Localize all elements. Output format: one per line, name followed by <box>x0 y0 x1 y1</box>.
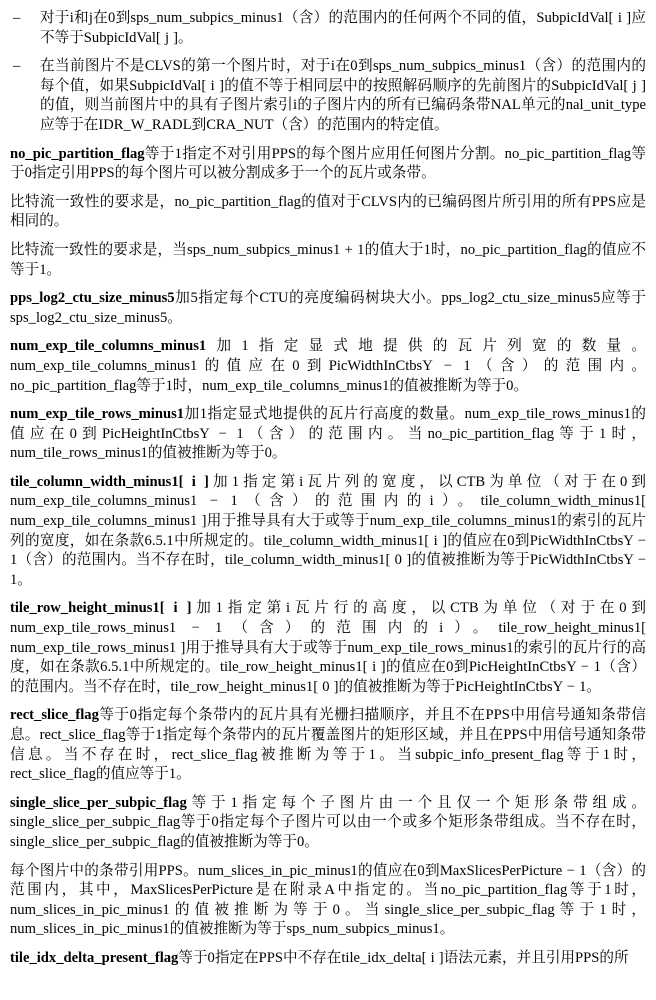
document-body <box>10 9 646 969</box>
text-run: 加1指定第i瓦片行的高度，以CTB为单位（对于在0到num_exp_tile_rows_minus1 − 1（含）的范围内的i）。tile_row_height_minus1[ num_exp_tile_rows_minus1 ]用于推导具有大于或等于num_exp_tile_rows_minus1的索引的瓦片行的高度，如在条款6.5.1中所规定的。tile_row_height_minus1[ i ]的值应在0到PicHeightInCtbsY − 1（含）的范围内。当不存在时，tile_row_height_minus1[ 0 ]的值被推断为等于PicHeightInCtbsY − 1。 <box>10 600 646 695</box>
text-run: 等于0指定每个条带内的瓦片具有光栅扫描顺序，并且不在PPS中用信号通知条带信息。rect_slice_flag等于1指定每个条带内的瓦片覆盖图片的矩形区域，并且在PPS中用信号通知条带信息。当不存在时，rect_slice_flag被推断为等于1。当subpic_info_present_flag等于1时，rect_slice_flag的值应等于1。 <box>10 707 646 783</box>
syntax-element-term: num_exp_tile_rows_minus1 <box>10 406 185 423</box>
bullet-dash-marker: – <box>13 10 21 26</box>
syntax-element-term: single_slice_per_subpic_flag <box>10 794 187 811</box>
bullet-dash-marker: – <box>13 58 21 75</box>
paragraph <box>10 706 646 784</box>
paragraph <box>10 862 646 940</box>
paragraph <box>10 599 646 697</box>
bullet-paragraph <box>10 9 646 48</box>
text-run: 加1指定显式地提供的瓦片列宽的数量。num_exp_tile_columns_minus1的值应在0到PicWidthInCtbsY − 1（含）的范围内。no_pic_partition_flag等于1时，num_exp_tile_columns_minus1的值被推断为等于0。 <box>10 338 646 394</box>
paragraph <box>10 405 646 464</box>
text-run: 在当前图片不是CLVS的第一个图片时，对于i在0到sps_num_subpics_minus1（含）的范围内的每个值，如果SubpicIdVal[ i ]的值不等于相同层中的按照解码顺序的先前图片的SubpicIdVal[ j ]的值，则当前图片中的具有子图片索引i的子图片内的所有已编码条带NAL单元的nal_unit_type应等于在IDR_W_RADL到CRA_NUT（含）的范围内的特定值。 <box>40 58 646 133</box>
syntax-element-term: no_pic_partition_flag <box>10 145 145 162</box>
paragraph <box>10 193 646 232</box>
syntax-element-term: tile_idx_delta_present_flag <box>10 949 179 966</box>
bullet-paragraph <box>10 57 646 135</box>
paragraph <box>10 337 646 396</box>
paragraph <box>10 241 646 280</box>
paragraph <box>10 473 646 591</box>
text-run: 比特流一致性的要求是，当sps_num_subpics_minus1 + 1的值大于1时，no_pic_partition_flag的值应不等于1。 <box>10 241 646 278</box>
text-run: 加5指定每个CTU的亮度编码树块大小。pps_log2_ctu_size_minus5应等于sps_log2_ctu_size_minus5。 <box>10 290 646 326</box>
syntax-element-term: tile_column_width_minus1[ i ] <box>10 473 209 490</box>
text-run: 对于i和j在0到sps_num_subpics_minus1（含）的范围内的任何两个不同的值，SubpicIdVal[ i ]应不等于SubpicIdVal[ j ]。 <box>40 10 646 46</box>
syntax-element-term: num_exp_tile_columns_minus1 <box>10 338 207 355</box>
paragraph <box>10 289 646 328</box>
text-run: 等于1指定每个子图片由一个且仅一个矩形条带组成。single_slice_per_subpic_flag等于0指定每个子图片可以由一个或多个矩形条带组成。当不存在时，single_slice_per_subpic_flag的值被推断为等于0。 <box>10 794 646 850</box>
text-run: 加1指定显式地提供的瓦片行高度的数量。num_exp_tile_rows_minus1的值应在0到PicHeightInCtbsY − 1（含）的范围内。当no_pic_partition_flag等于1时，num_tile_rows_minus1的值被推断为等于0。 <box>10 406 646 462</box>
syntax-element-term: tile_row_height_minus1[ i ] <box>10 600 192 617</box>
text-run: 等于1指定不对引用PPS的每个图片应用任何图片分割。no_pic_partition_flag等于0指定引用PPS的每个图片可以被分割成多于一个的瓦片或条带。 <box>10 145 646 182</box>
text-run: 比特流一致性的要求是，no_pic_partition_flag的值对于CLVS内的已编码图片所引用的所有PPS应是相同的。 <box>10 193 646 230</box>
text-run: 每个图片中的条带引用PPS。num_slices_in_pic_minus1的值应在0到MaxSlicesPerPicture − 1（含）的范围内，其中，MaxSlicesPerPicture是在附录A中指定的。当no_pic_partition_flag等于1时，num_slices_in_pic_minus1的值被推断为等于0。当single_slice_per_subpic_flag等于1时，num_slices_in_pic_minus1的值被推断为等于sps_num_subpics_minus1。 <box>10 862 646 938</box>
paragraph <box>10 145 646 184</box>
text-run: 加1指定第i瓦片列的宽度，以CTB为单位（对于在0到num_exp_tile_columns_minus1 − 1（含）的范围内的i）。tile_column_width_minus1[ num_exp_tile_columns_minus1 ]用于推导具有大于或等于num_exp_tile_columns_minus1的索引的瓦片列的宽度，如在条款6.5.1中所规定的。tile_column_width_minus1[ i ]的值应在0到PicWidthInCtbsY − 1（含）的范围内。当不存在时，tile_column_width_minus1[ 0 ]的值被推断为等于PicWidthInCtbsY − 1。 <box>10 473 646 588</box>
syntax-element-term: rect_slice_flag <box>10 707 99 724</box>
paragraph <box>10 949 646 969</box>
text-run: 等于0指定在PPS中不存在tile_idx_delta[ i ]语法元素，并且引用PPS的所 <box>178 949 629 966</box>
syntax-element-term: pps_log2_ctu_size_minus5 <box>10 290 175 307</box>
paragraph <box>10 794 646 853</box>
